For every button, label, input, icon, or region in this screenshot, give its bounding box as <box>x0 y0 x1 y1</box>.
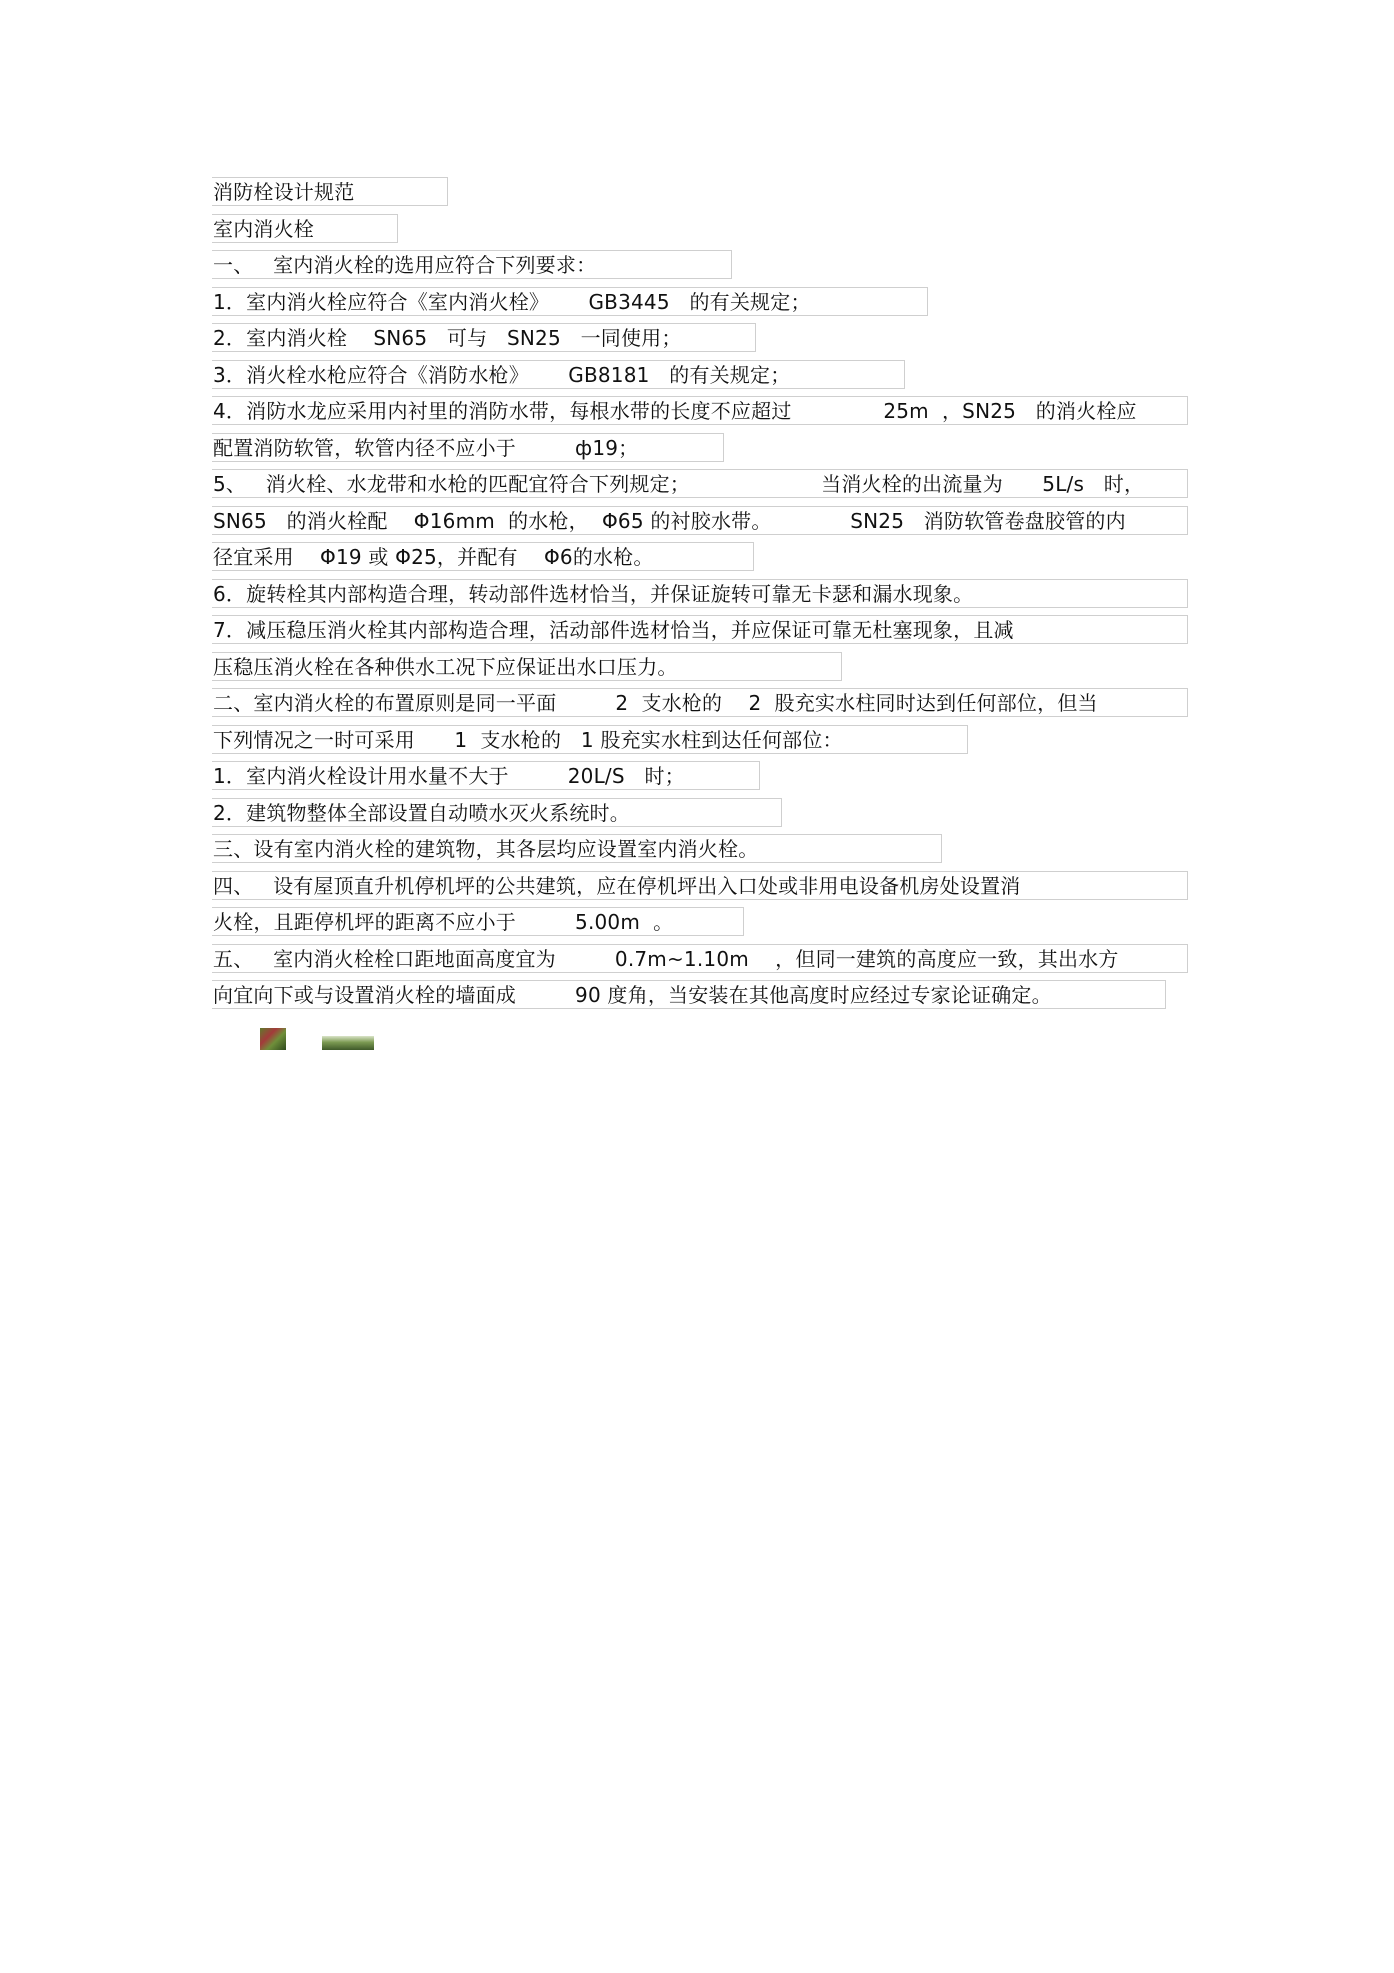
text-line: 3．消火栓水枪应符合《消防水枪》 GB8181 的有关规定； <box>212 360 905 389</box>
text-line: 一、 室内消火栓的选用应符合下列要求： <box>212 250 732 279</box>
text-line: 五、 室内消火栓栓口距地面高度宜为 0.7m~1.10m ，但同一建筑的高度应一致，其出水方 <box>212 944 1188 973</box>
section-heading: 室内消火栓 <box>212 214 398 243</box>
text-line: 二、室内消火栓的布置原则是同一平面 2 支水枪的 2 股充实水柱同时达到任何部位，但当 <box>212 688 1188 717</box>
text-line: 径宜采用 Φ19 或 Φ25，并配有 Φ6的水枪。 <box>212 542 754 571</box>
text-line: 三、设有室内消火栓的建筑物，其各层均应设置室内消火栓。 <box>212 834 942 863</box>
text-line: 配置消防软管，软管内径不应小于 ф19； <box>212 433 724 462</box>
text-line: 下列情况之一时可采用 1 支水枪的 1 股充实水柱到达任何部位： <box>212 725 968 754</box>
text-line: 4．消防水龙应采用内衬里的消防水带，每根水带的长度不应超过 25m ，SN25 的消火栓应 <box>212 396 1188 425</box>
thumbnail-image <box>260 1028 286 1050</box>
text-line: 2．室内消火栓 SN65 可与 SN25 一同使用； <box>212 323 756 352</box>
text-line: SN65 的消火栓配 Φ16mm 的水枪， Φ65 的衬胶水带。 SN25 消防软管卷盘胶管的内 <box>212 506 1188 535</box>
text-line: 5、 消火栓、水龙带和水枪的匹配宜符合下列规定； 当消火栓的出流量为 5L/s 时， <box>212 469 1188 498</box>
document-title: 消防栓设计规范 <box>212 177 448 206</box>
text-line: 2．建筑物整体全部设置自动喷水灭火系统时。 <box>212 798 782 827</box>
text-line: 1．室内消火栓设计用水量不大于 20L/S 时； <box>212 761 760 790</box>
text-line: 压稳压消火栓在各种供水工况下应保证出水口压力。 <box>212 652 842 681</box>
thumbnail-image <box>322 1036 374 1050</box>
text-line: 向宜向下或与设置消火栓的墙面成 90 度角，当安装在其他高度时应经过专家论证确定。 <box>212 980 1166 1009</box>
text-line: 7．减压稳压消火栓其内部构造合理，活动部件选材恰当，并应保证可靠无杜塞现象，且减 <box>212 615 1188 644</box>
text-line: 四、 设有屋顶直升机停机坪的公共建筑，应在停机坪出入口处或非用电设备机房处设置消 <box>212 871 1188 900</box>
text-line: 1．室内消火栓应符合《室内消火栓》 GB3445 的有关规定； <box>212 287 928 316</box>
text-line: 火栓，且距停机坪的距离不应小于 5.00m 。 <box>212 907 744 936</box>
text-line: 6．旋转栓其内部构造合理，转动部件选材恰当，并保证旋转可靠无卡瑟和漏水现象。 <box>212 579 1188 608</box>
